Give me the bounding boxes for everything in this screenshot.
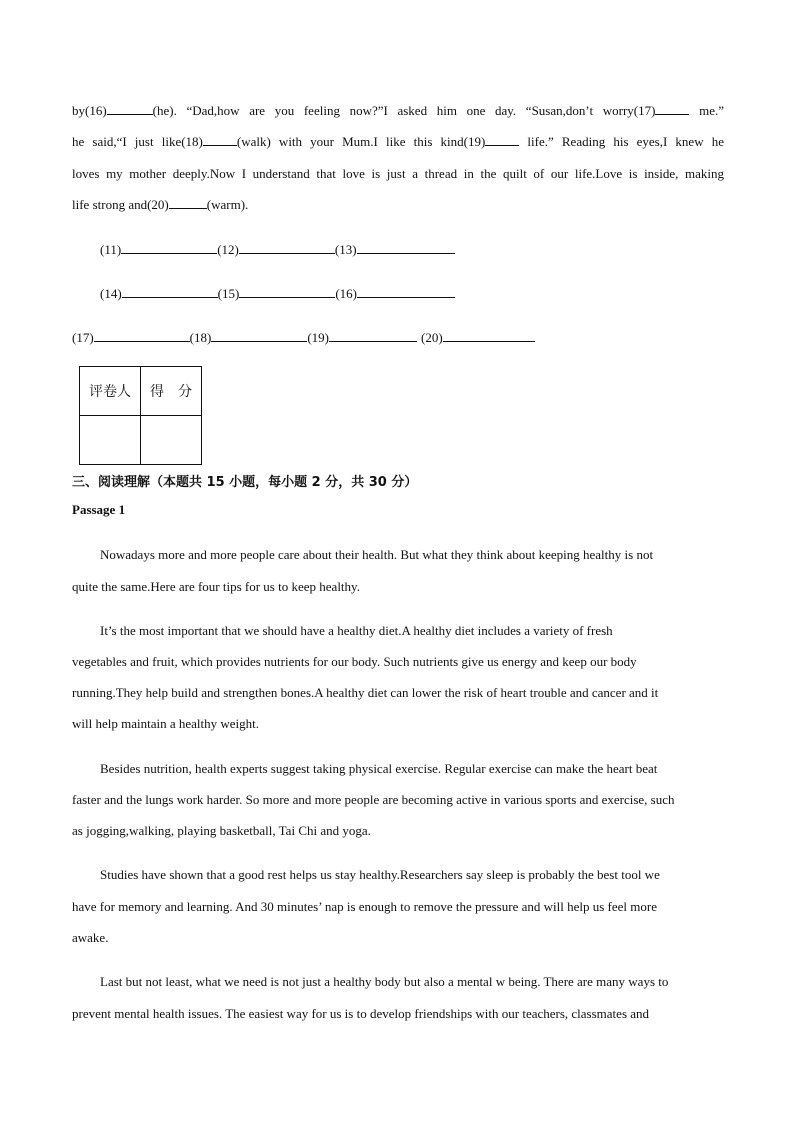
score-cell[interactable] <box>141 416 202 465</box>
passage-line: quite the same.Here are four tips for us to keep healthy. <box>72 579 360 594</box>
answer-label: (17) <box>72 330 94 345</box>
passage-line: vegetables and fruit, which provides nutrients for our body. Such nutrients give us energy and keep our body <box>72 654 637 669</box>
answer-line[interactable] <box>357 241 455 254</box>
answer-row-3 <box>72 329 535 347</box>
answer-line[interactable] <box>443 329 535 342</box>
cloze-text: life strong and(20) <box>72 197 169 212</box>
cloze-text: (walk) with your Mum.I like this kind(19) <box>236 134 486 149</box>
blank-20 <box>169 196 207 209</box>
cloze-text: (warm). <box>206 197 249 212</box>
answer-line[interactable] <box>239 285 335 298</box>
answer-label: (16) <box>335 286 358 301</box>
grader-score-table <box>79 366 202 465</box>
passage-line: Nowadays more and more people care about their health. But what they think about keeping healthy is not <box>100 547 654 562</box>
answer-line[interactable] <box>121 241 217 254</box>
cloze-line-2 <box>72 133 724 151</box>
passage-title: Passage 1 <box>72 502 126 517</box>
cloze-text: by(16) <box>72 103 107 118</box>
answer-row-1 <box>100 241 455 259</box>
blank-16 <box>107 102 153 115</box>
score-header: 得 分 <box>141 367 202 416</box>
passage-line: awake. <box>72 930 109 945</box>
answer-label: (13) <box>334 242 357 257</box>
passage-line: It’s the most important that we should have a healthy diet.A healthy diet includes a variety of fresh <box>100 623 613 638</box>
cloze-text: he said,“I just like(18) <box>72 134 203 149</box>
answer-label: (12) <box>217 242 239 257</box>
answer-line[interactable] <box>357 285 455 298</box>
answer-label: (18) <box>189 330 212 345</box>
blank-19 <box>485 133 519 146</box>
passage-line: will help maintain a healthy weight. <box>72 716 260 731</box>
answer-line[interactable] <box>211 329 307 342</box>
cloze-text: life.” Reading his eyes,I knew he <box>519 134 724 149</box>
answer-line[interactable] <box>94 329 190 342</box>
answer-line[interactable] <box>329 329 417 342</box>
answer-row-2 <box>100 285 455 303</box>
cloze-line-1 <box>72 102 724 120</box>
answer-label: (15) <box>217 286 240 301</box>
answer-label: (14) <box>100 286 122 301</box>
answer-line[interactable] <box>122 285 218 298</box>
answer-label: (19) <box>307 330 330 345</box>
answer-label: (11) <box>100 242 122 257</box>
blank-18 <box>203 133 237 146</box>
grader-header: 评卷人 <box>80 367 141 416</box>
cloze-text: me.” <box>689 103 724 118</box>
section-title: 三、阅读理解（本题共 15 小题，每小题 2 分，共 30 分） <box>72 475 418 490</box>
answer-label: (20) <box>421 330 443 345</box>
passage-line: as jogging,walking, playing basketball, Tai Chi and yoga. <box>72 823 371 838</box>
passage-line: Studies have shown that a good rest helps us stay healthy.Researchers say sleep is probably the best tool we <box>100 867 660 882</box>
answer-line[interactable] <box>239 241 335 254</box>
passage-line: Last but not least, what we need is not just a healthy body but also a mental w being. There are many ways to <box>100 974 669 989</box>
passage-line: faster and the lungs work harder. So more and more people are becoming active in various sports and exercise, such <box>72 792 675 807</box>
blank-17 <box>655 102 689 115</box>
cloze-line-4 <box>72 196 724 214</box>
cloze-text: (he). “Dad,how are you feeling now?”I asked him one day. “Susan,don’t worry(17) <box>152 103 656 118</box>
passage-line: running.They help build and strengthen bones.A healthy diet can lower the risk of heart trouble and cancer and it <box>72 685 659 700</box>
cloze-line-3: loves my mother deeply.Now I understand that love is just a thread in the quilt of our life.Love is inside, making <box>72 166 724 181</box>
passage-line: have for memory and learning. And 30 minutes’ nap is enough to remove the pressure and will help us feel more <box>72 899 657 914</box>
passage-line: prevent mental health issues. The easiest way for us is to develop friendships with our teachers, classmates and <box>72 1006 650 1021</box>
passage-line: Besides nutrition, health experts suggest taking physical exercise. Regular exercise can make the heart beat <box>100 761 658 776</box>
grader-cell[interactable] <box>80 416 141 465</box>
